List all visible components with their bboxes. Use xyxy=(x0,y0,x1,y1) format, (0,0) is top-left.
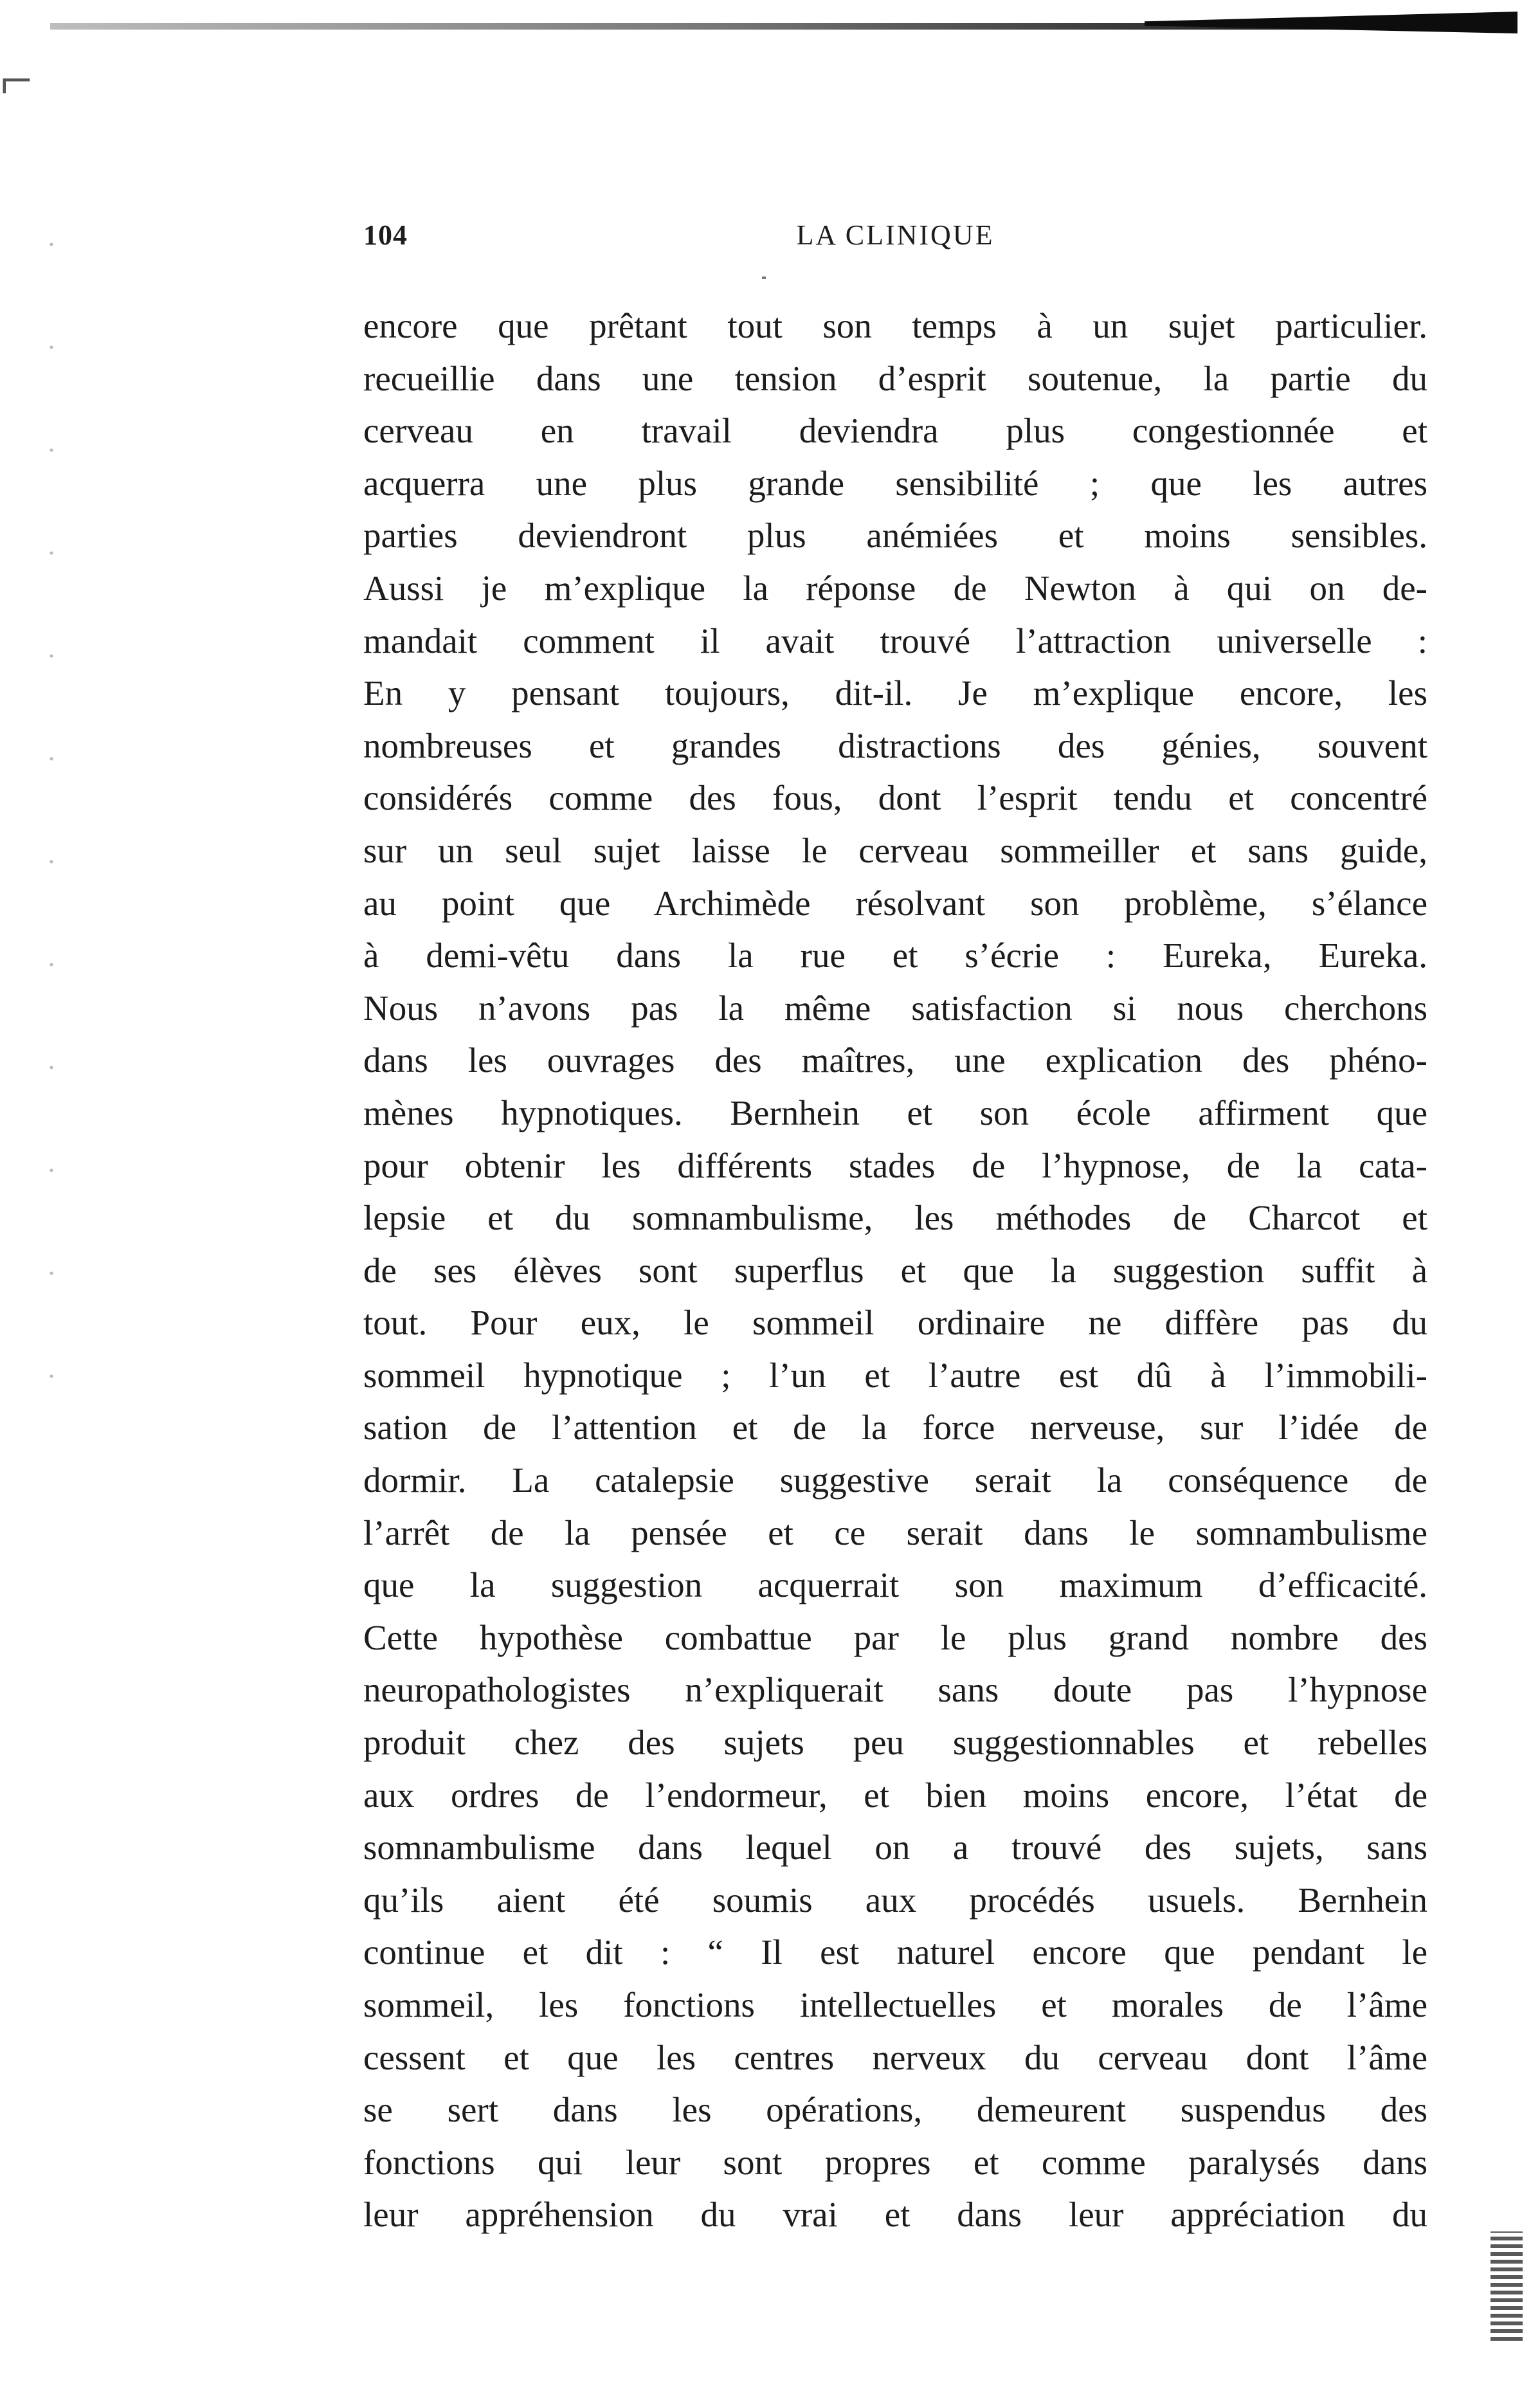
text-line: pour obtenir les différents stades de l’hypnose, de la cata- xyxy=(363,1145,1427,1185)
text-line: recueillie dans une tension d’esprit soutenue, la partie du xyxy=(363,358,1427,398)
text-line: fonctions qui leur sont propres et comme paralysés dans xyxy=(363,2142,1427,2182)
margin-scan-specks xyxy=(39,193,64,1415)
text-line: sommeil hypnotique ; l’un et l’autre est dû à l’immobili- xyxy=(363,1355,1427,1395)
text-line: continue et dit : “ Il est naturel encore que pendant le xyxy=(363,1932,1427,1972)
text-line: à demi-vêtu dans la rue et s’écrie : Eureka, Eureka. xyxy=(363,936,1427,976)
top-scan-rule-shadow xyxy=(1145,12,1517,33)
text-line: tout. Pour eux, le sommeil ordinaire ne diffère pas du xyxy=(363,1303,1427,1343)
text-line: cerveau en travail deviendra plus congestionnée et xyxy=(363,411,1427,451)
text-line: produit chez des sujets peu suggestionnables et rebelles xyxy=(363,1723,1427,1763)
header-speck xyxy=(762,277,766,279)
scan-corner-marks-bottom xyxy=(1490,2231,1523,2341)
text-line: sation de l’attention et de la force nerveuse, sur l’idée de xyxy=(363,1408,1427,1448)
text-line: cessent et que les centres nerveux du cerveau dont l’âme xyxy=(363,2037,1427,2077)
text-line: lepsie et du somnambulisme, les méthodes de Charcot et xyxy=(363,1198,1427,1238)
text-line: sur un seul sujet laisse le cerveau sommeiller et sans guide, xyxy=(363,830,1427,870)
text-line: de ses élèves sont superflus et que la suggestion suffit à xyxy=(363,1250,1427,1290)
text-line: Cette hypothèse combattue par le plus grand nombre des xyxy=(363,1617,1427,1657)
text-line: Aussi je m’explique la réponse de Newton à qui on de- xyxy=(363,568,1427,608)
text-line: aux ordres de l’endormeur, et bien moins encore, l’état de xyxy=(363,1775,1427,1815)
text-line: mandait comment il avait trouvé l’attraction universelle : xyxy=(363,621,1427,660)
text-line: leur appréhension du vrai et dans leur appréciation du xyxy=(363,2195,1427,2235)
text-line: nombreuses et grandes distractions des génies, souvent xyxy=(363,725,1427,765)
text-line: acquerra une plus grande sensibilité ; que les autres xyxy=(363,463,1427,503)
text-line: considérés comme des fous, dont l’esprit tendu et concentré xyxy=(363,778,1427,818)
running-head xyxy=(363,219,1427,264)
text-line: sommeil, les fonctions intellectuelles et morales de l’âme xyxy=(363,1985,1427,2024)
text-line: se sert dans les opérations, demeurent suspendus des xyxy=(363,2090,1427,2130)
text-line: qu’ils aient été soumis aux procédés usuels. Bernhein xyxy=(363,1880,1427,1920)
text-line: neuropathologistes n’expliquerait sans doute pas l’hypnose xyxy=(363,1670,1427,1710)
scan-corner-mark: ⌐ xyxy=(0,48,33,112)
text-line: dormir. La catalepsie suggestive serait la conséquence de xyxy=(363,1460,1427,1500)
text-line: En y pensant toujours, dit-il. Je m’explique encore, les xyxy=(363,673,1427,713)
text-line: que la suggestion acquerrait son maximum d’efficacité. xyxy=(363,1565,1427,1605)
body-text xyxy=(363,300,1427,2241)
page-number: 104 xyxy=(363,219,408,251)
text-line: l’arrêt de la pensée et ce serait dans le somnambulisme xyxy=(363,1512,1427,1552)
text-line: dans les ouvrages des maîtres, une explication des phéno- xyxy=(363,1040,1427,1080)
text-line: parties deviendront plus anémiées et moins sensibles. xyxy=(363,516,1427,556)
text-line: mènes hypnotiques. Bernhein et son école affirment que xyxy=(363,1093,1427,1132)
text-line: Nous n’avons pas la même satisfaction si nous cherchons xyxy=(363,988,1427,1028)
text-line: au point que Archimède résolvant son problème, s’élance xyxy=(363,883,1427,923)
text-line: encore que prêtant tout son temps à un sujet particulier. xyxy=(363,306,1427,345)
running-head-title: LA CLINIQUE xyxy=(796,219,995,251)
text-line: somnambulisme dans lequel on a trouvé des sujets, sans xyxy=(363,1828,1427,1867)
